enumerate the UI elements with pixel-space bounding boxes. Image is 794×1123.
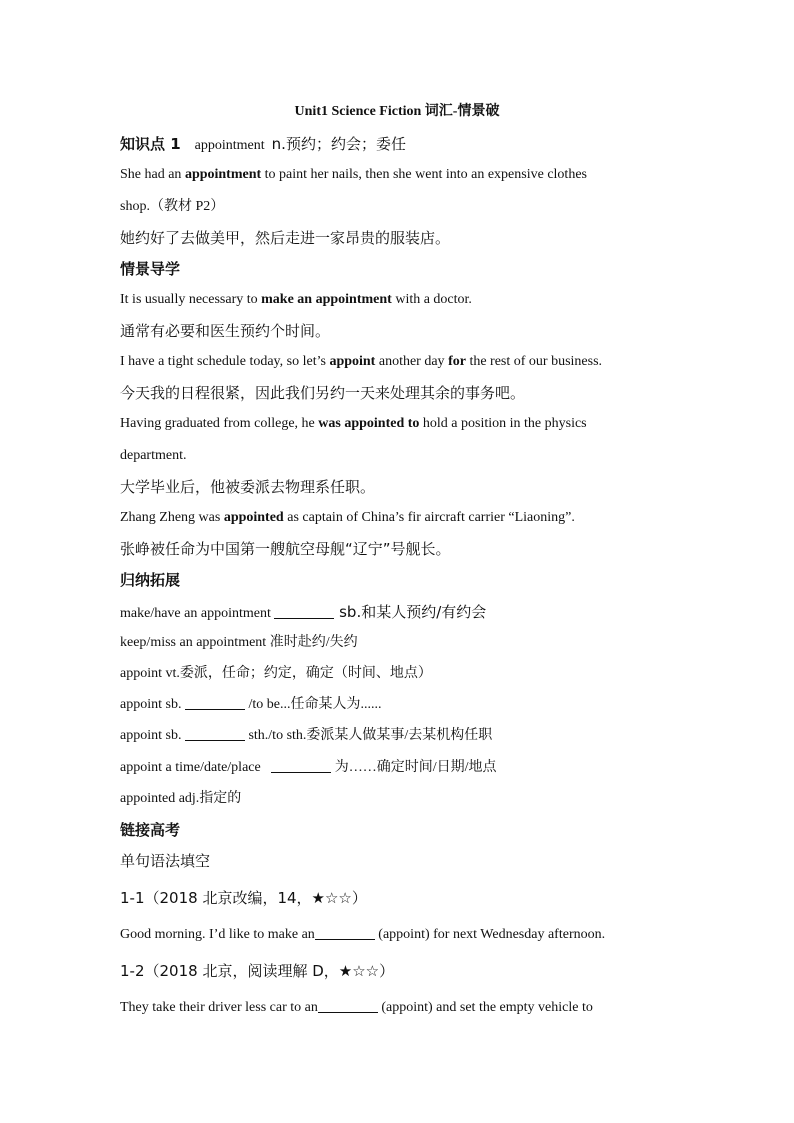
text-segment: /to be...任命某人为...... xyxy=(244,697,382,712)
keyword: was appointed to xyxy=(318,416,420,431)
text-segment: 为……确定时间/日期/地点 xyxy=(331,760,497,775)
guide-sentence-2 xyxy=(120,352,602,372)
heading-text: 情景导学 xyxy=(120,260,181,278)
heading-text: 链接高考 xyxy=(120,821,181,839)
text-segment: appoint a time/date/place xyxy=(120,760,265,775)
guide-sentence-3-cont: department. xyxy=(120,448,187,463)
keyword: appointment xyxy=(184,167,262,182)
kp-word: appointment xyxy=(194,138,265,153)
answer-blank[interactable] xyxy=(185,695,245,710)
text-segment: (appoint) and set the empty vehicle to xyxy=(377,1000,593,1015)
text-segment: I have a tight schedule today, so let’s xyxy=(120,354,330,369)
text-segment: It is usually necessary to xyxy=(120,292,262,307)
text-segment: Having graduated from college, he xyxy=(120,416,319,431)
text-segment: appoint sb. xyxy=(120,728,185,743)
guide-sentence-3 xyxy=(120,414,587,434)
text-segment: She had an xyxy=(120,167,185,182)
text-segment: sth./to sth.委派某人做某事/去某机构任职 xyxy=(244,728,493,743)
example-sentence-1-cont: shop.（教材 P2） xyxy=(120,199,225,214)
example-translation-1: 她约好了去做美甲，然后走进一家昂贵的服装店。 xyxy=(120,229,451,247)
guide-sentence-1 xyxy=(120,290,472,310)
text-segment: sb.和某人预约/有约会 xyxy=(334,603,487,621)
summary-item-1 xyxy=(120,602,486,624)
answer-blank[interactable] xyxy=(274,604,334,619)
text-segment: Good morning. I’d like to make an xyxy=(120,927,315,942)
guide-translation-4: 张峥被任命为中国第一艘航空母舰“辽宁”号舰长。 xyxy=(120,540,451,558)
summary-item-5 xyxy=(120,726,492,746)
summary-item-2: keep/miss an appointment 准时赴约/失约 xyxy=(120,635,358,650)
keyword: appointed xyxy=(223,510,284,525)
kp-definition: n.预约；约会；委任 xyxy=(271,135,406,153)
example-sentence-1 xyxy=(120,165,587,185)
summary-item-3: appoint vt.委派，任命；约定，确定（时间、地点） xyxy=(120,666,432,681)
summary-item-7: appointed adj.指定的 xyxy=(120,791,242,806)
text-segment: to paint her nails, then she went into an expensive clothes xyxy=(261,167,587,182)
summary-item-6 xyxy=(120,758,497,778)
answer-blank[interactable] xyxy=(271,758,331,773)
question-2-label: 1-2（2018 北京，阅读理解 D，★☆☆） xyxy=(120,962,395,980)
text-segment: They take their driver less car to an xyxy=(120,1000,318,1015)
text-segment: with a doctor. xyxy=(391,292,472,307)
page-title: Unit1 Science Fiction 词汇-情景破 xyxy=(294,104,500,119)
question-1 xyxy=(120,925,605,945)
subheading-fill: 单句语法填空 xyxy=(120,852,211,870)
guide-sentence-4 xyxy=(120,508,575,528)
text-segment: appoint sb. xyxy=(120,697,185,712)
answer-blank[interactable] xyxy=(318,998,378,1013)
text-segment: make/have an appointment xyxy=(120,606,275,621)
heading-text: 归纳拓展 xyxy=(120,571,181,589)
kp-label: 知识点 1 xyxy=(120,135,181,153)
question-1-label: 1-1（2018 北京改编，14，★☆☆） xyxy=(120,889,367,907)
guide-translation-1: 通常有必要和医生预约个时间。 xyxy=(120,322,331,340)
text-segment: the rest of our business. xyxy=(465,354,603,369)
answer-blank[interactable] xyxy=(315,925,375,940)
keyword: appoint xyxy=(329,354,376,369)
section-heading-summary xyxy=(120,570,180,590)
guide-translation-3: 大学毕业后，他被委派去物理系任职。 xyxy=(120,478,376,496)
section-heading-link xyxy=(120,820,180,840)
guide-translation-2: 今天我的日程很紧，因此我们另约一天来处理其余的事务吧。 xyxy=(120,384,526,402)
text-segment: as captain of China’s fir aircraft carrier “Liaoning”. xyxy=(283,510,575,525)
text-segment: (appoint) for next Wednesday afternoon. xyxy=(374,927,606,942)
text-segment: hold a position in the physics xyxy=(419,416,587,431)
text-segment: another day xyxy=(375,354,449,369)
question-2 xyxy=(120,998,593,1018)
summary-item-4 xyxy=(120,695,381,715)
knowledge-point-1 xyxy=(120,134,406,156)
keyword: for xyxy=(448,354,466,369)
keyword: make an appointment xyxy=(261,292,392,307)
text-segment: Zhang Zheng was xyxy=(120,510,224,525)
section-heading-guide xyxy=(120,259,180,279)
answer-blank[interactable] xyxy=(185,726,245,741)
